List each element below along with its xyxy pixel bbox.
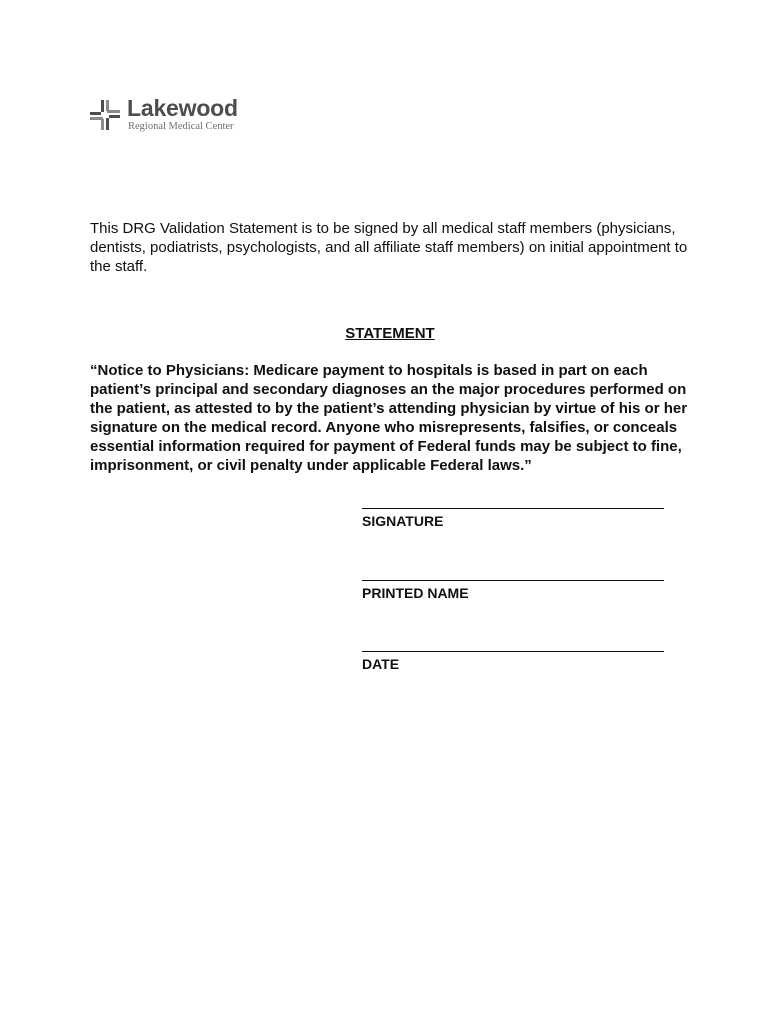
date-line[interactable] <box>362 651 664 652</box>
printed-name-line[interactable] <box>362 580 664 581</box>
signature-line[interactable] <box>362 508 664 509</box>
date-label: DATE <box>362 656 400 672</box>
hospital-logo <box>90 95 260 134</box>
printed-name-field[interactable] <box>362 580 664 602</box>
cross-logo-icon <box>90 100 120 130</box>
printed-name-label: PRINTED NAME <box>362 585 469 601</box>
signature-field[interactable] <box>362 508 664 530</box>
statement-text: “Notice to Physicians: Medicare payment to hospitals is based in part on each patient’s principal and secondary diagnoses an the major procedures performed on the patient, as attested to by the patient’s attending physician by virtue of his or her signature on the medical record. Anyone who misrepresents, falsifies, or conceals essential information required for payment of Federal funds may be subject to fine, imprisonment, or civil penalty under applicable Federal laws.” <box>90 362 688 474</box>
intro-paragraph: This DRG Validation Statement is to be signed by all medical staff members (physicians, dentists, podiatrists, psychologists, and all affiliate staff members) on initial appointment to the staff. <box>90 220 688 275</box>
statement-heading: STATEMENT <box>345 325 435 342</box>
signature-label: SIGNATURE <box>362 513 444 529</box>
logo-name: Lakewood <box>127 95 238 121</box>
date-field[interactable] <box>362 651 664 673</box>
logo-tagline: Regional Medical Center <box>128 121 234 132</box>
